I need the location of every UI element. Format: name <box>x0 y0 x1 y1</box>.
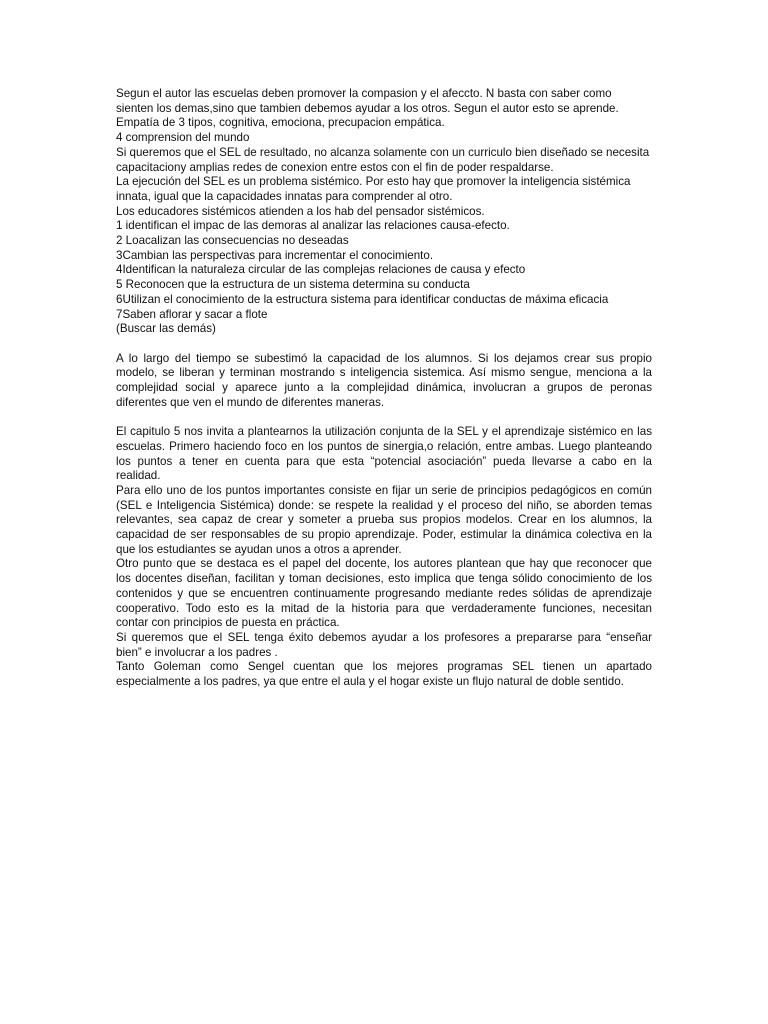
paragraph-parents <box>116 660 652 689</box>
text-line: escuelas. Primero haciendo foco en los puntos de sinergia,o relación, entre ambas. Luego planteando <box>116 439 652 453</box>
text-line: A lo largo del tiempo se subestimó la capacidad de los alumnos. Si los dejamos crear sus propio <box>116 351 652 365</box>
text-line: Otro punto que se destaca es el papel del docente, los autores plantean que hay que reconocer que <box>116 557 652 571</box>
text-line: (SEL e Inteligencia Sistémica) donde: se respete la realidad y el proceso del niño, se aborden temas <box>116 498 652 512</box>
text-line: Empatía de 3 tipos, cognitiva, emociona, precupacion empática. <box>116 116 445 130</box>
text-line: El capitulo 5 nos invita a plantearnos la utilización conjunta de la SEL y el aprendizaje sistémico en las <box>116 425 652 439</box>
text-line: capacitaciony amplias redes de conexion entre estos con el fin de poder respaldarse. <box>116 160 554 174</box>
text-line: cooperativo. Todo esto es la mitad de la historia para que verdaderamente funciones, necesitan <box>116 601 652 615</box>
paragraph-teacher-role <box>116 557 652 631</box>
paragraph-chapter-5 <box>116 425 652 484</box>
text-line: contenidos y que se encuentren continuamente progresando mediante redes sólidas de aprendizaje <box>116 586 652 600</box>
text-line: capacidad de ser responsables de su propio aprendizaje. Poder, estimular la dinámica colectiva en la <box>116 528 652 542</box>
text-line: relevantes, sea capaz de crear y someter a prueba sus propios modelos. Crear en los alumnos, la <box>116 513 652 527</box>
text-line: La ejecución del SEL es un problema sistémico. Por esto hay que promover la inteligencia sistémica <box>116 175 631 189</box>
list-item: 1 identifican el impac de las demoras al analizar las relaciones causa-efecto. <box>116 219 510 233</box>
text-line: bien” e involucrar a los padres . <box>116 645 278 659</box>
paragraph-sel-success <box>116 631 652 660</box>
list-item: 3Cambian las perspectivas para incrementar el conocimiento. <box>116 248 434 262</box>
text-line: Si queremos que el SEL de resultado, no alcanza solamente con un curriculo bien diseñado se necesita <box>116 145 650 159</box>
text-line: los puntos a tener en cuenta para que esta “potencial asociación” pueda llevarse a cabo en la <box>116 454 652 468</box>
list-item: 5 Reconocen que la estructura de un sistema determina su conducta <box>116 278 470 292</box>
text-line: Tanto Goleman como Sengel cuentan que los mejores programas SEL tienen un apartado <box>116 660 652 674</box>
list-item: 7Saben aflorar y sacar a flote <box>116 307 268 321</box>
text-line: especialmente a los padres, ya que entre el aula y el hogar existe un flujo natural de doble sentido. <box>116 675 624 689</box>
text-line: modelo, se liberan y terminan mostrando s inteligencia sistemica. Así mismo sengue, menciona a la <box>116 366 652 380</box>
text-line: sienten los demas,sino que tambien debemos ayudar a los otros. Segun el autor esto se aprende. <box>116 101 619 115</box>
list-item: 4Identifican la naturaleza circular de las complejas relaciones de causa y efecto <box>116 263 526 277</box>
paragraph-spacer <box>116 410 652 425</box>
paragraph-principles <box>116 484 652 558</box>
text-line: que los estudiantes se ayudan unos a otros a aprender. <box>116 542 402 556</box>
text-line: (Buscar las demás) <box>116 322 216 336</box>
paragraph-spacer <box>116 337 652 352</box>
list-item: 2 Loacalizan las consecuencias no deseadas <box>116 234 349 248</box>
text-line: Para ello uno de los puntos importantes consiste en fijar un serie de principios pedagógicos en común <box>116 483 652 497</box>
text-line: Segun el autor las escuelas deben promover la compasion y el afeccto. N basta con saber como <box>116 87 612 100</box>
text-line: diferentes que ven el mundo de diferentes maneras. <box>116 395 385 409</box>
notes-paragraph <box>116 87 652 337</box>
text-line: 4 comprension del mundo <box>116 131 250 145</box>
text-line: Si queremos que el SEL tenga éxito debemos ayudar a los profesores a prepararse para “enseñar <box>116 630 652 644</box>
text-line: complejidad social y aparece junto a la complejidad dinámica, involucran a grupos de peronas <box>116 381 652 395</box>
document-body <box>116 87 652 690</box>
list-item: 6Utilizan el conocimiento de la estructura sistema para identificar conductas de máxima eficacia <box>116 292 609 306</box>
text-line: realidad. <box>116 469 161 483</box>
paragraph-students <box>116 352 652 411</box>
text-line: los docentes diseñan, facilitan y toman decisiones, esto implica que tenga sólido conocimiento de los <box>116 572 652 586</box>
text-line: innata, igual que la capacidades innatas para comprender al otro. <box>116 189 453 203</box>
text-line: Los educadores sistémicos atienden a los hab del pensador sistémicos. <box>116 204 485 218</box>
text-line: contar con principios de puesta en práctica. <box>116 616 340 630</box>
